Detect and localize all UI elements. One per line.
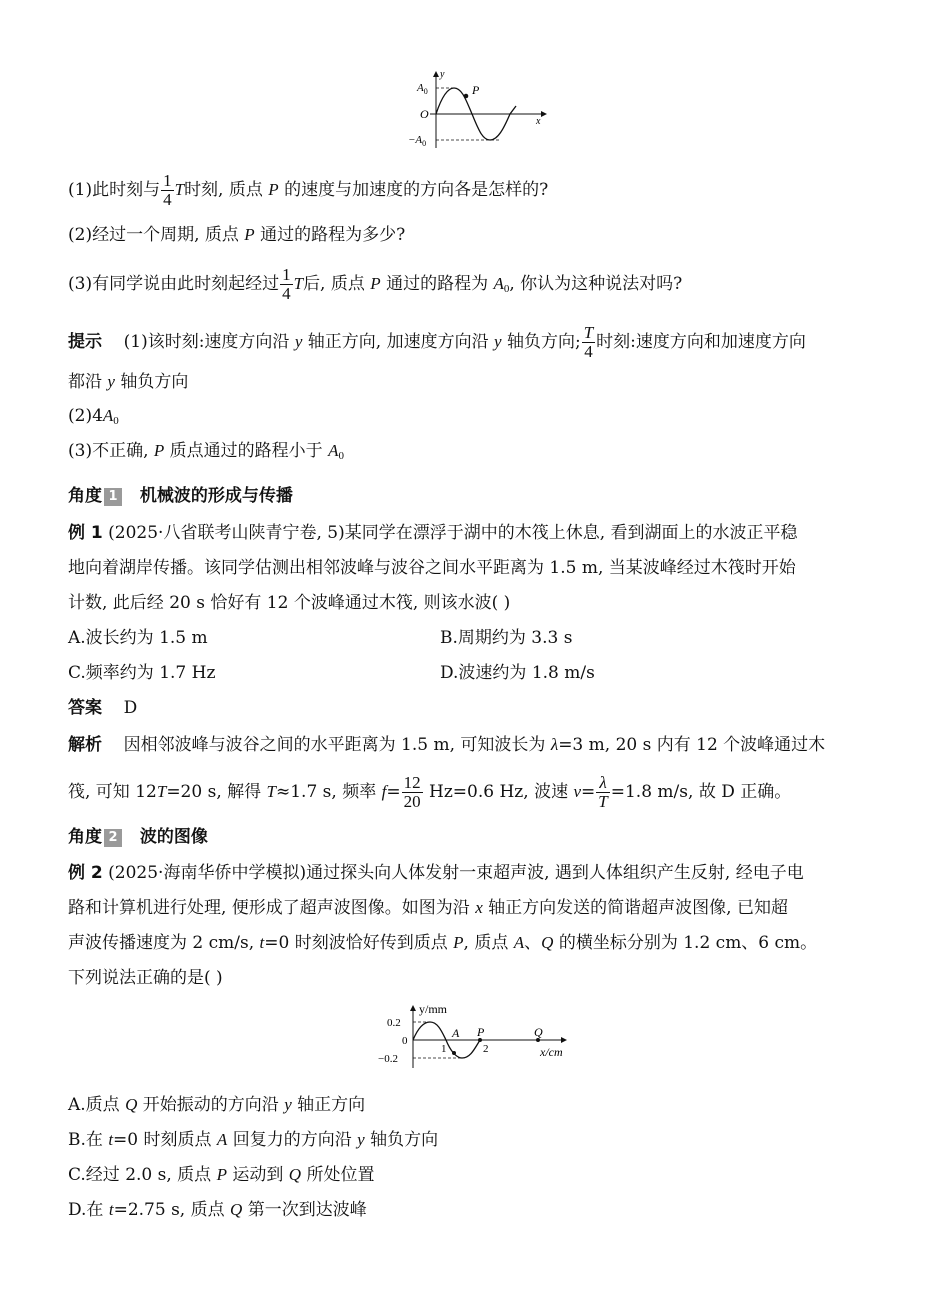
solution-line-1: 解析 因相邻波峰与波谷之间的水平距离为 1.5 m, 可知波长为 λ=3 m, 20 s 内有 12 个波峰通过木 xyxy=(68,735,826,755)
hint-line-1: 提示 (1)该时刻:速度方向沿 y 轴正方向, 加速度方向沿 y 轴负方向; $\frac{T}{4}$ 时刻:速度方向和加速度方向 xyxy=(68,323,806,361)
hint-line-3: $(2)4A_0$ xyxy=(68,406,119,427)
fig2-q-label: Q xyxy=(534,1025,543,1039)
ex2-option-a: A.质点 Q 开始振动的方向沿 y 轴正方向 xyxy=(68,1095,366,1115)
option-c: C.频率约为 1.7 Hz xyxy=(68,663,216,683)
wave-figure-1 xyxy=(400,66,550,156)
example-2-line-2: 路和计算机进行处理, 便形成了超声波图像。如图为沿 x 轴正方向发送的简谐超声波图像, 已知超 xyxy=(68,898,788,918)
fig1-origin-label: O xyxy=(420,107,429,121)
question-3: (3)有同学说由此时刻起经过 $\frac{1}{4}$ T后, 质点 P 通过的路程为 $A_0$, 你认为这种说法对吗? xyxy=(68,265,683,303)
ex2-option-d: D.在 t=2.75 s, 质点 Q 第一次到达波峰 xyxy=(68,1200,367,1220)
section-number-badge: 1 xyxy=(104,488,122,506)
example-1-line-1: 例 1 (2025·八省联考山陕青宁卷, 5)某同学在漂浮于湖中的木筏上休息, 看到湖面上的水波正平稳 xyxy=(68,523,798,543)
section-heading-1: 角度 1 机械波的形成与传播 xyxy=(68,486,293,506)
hint-line-4: (3)不正确, P 质点通过的路程小于 $A_0$ xyxy=(68,441,344,462)
answer-line xyxy=(68,697,890,719)
fig2-p-label: P xyxy=(477,1025,485,1039)
ex2-option-b: B.在 t=0 时刻质点 A 回复力的方向沿 y 轴负方向 xyxy=(68,1130,439,1150)
section-heading-2: 角度 2 波的图像 xyxy=(68,827,208,847)
example-1-label: 例 1 xyxy=(68,523,103,543)
answer-value: D xyxy=(123,698,138,718)
option-a: A.波长约为 1.5 m xyxy=(68,628,208,648)
fig2-tick-0.2: 0.2 xyxy=(387,1017,401,1029)
example-2-line-1: 例 2 (2025·海南华侨中学模拟)通过探头向人体发射一束超声波, 遇到人体组织产生反射, 经电子电 xyxy=(68,863,804,883)
wave-figure-2 xyxy=(376,1000,586,1074)
solution-line-2: 筏, 可知 12T=20 s, 解得 T≈1.7 s, 频率 f= $\frac{12}{20}$ Hz=0.6 Hz, 波速 v= $\frac{\lambda}{T}$ =1.8 m/s, 故 D 正确。 xyxy=(68,773,792,811)
option-b: B.周期约为 3.3 s xyxy=(440,628,573,648)
point-a xyxy=(452,1051,456,1055)
fig1-a0-label: $A_0$ xyxy=(417,82,428,96)
question-1: (1)此时刻与 $\frac{1}{4}$ T时刻, 质点 P 的速度与加速度的方向各是怎样的? xyxy=(68,171,549,209)
example-1-options-cd xyxy=(68,662,890,684)
fig1-neg-a0-label: $-A_0$ xyxy=(408,134,427,148)
question-2: (2)经过一个周期, 质点 P 通过的路程为多少? xyxy=(68,225,406,245)
point-p xyxy=(464,94,469,99)
fig1-x-label: x xyxy=(536,116,541,127)
option-d: D.波速约为 1.8 m/s xyxy=(440,663,595,683)
example-1-line-2: 地向着湖岸传播。该同学估测出相邻波峰与波谷之间水平距离为 1.5 m, 当某波峰经过木筏时开始 xyxy=(68,558,796,578)
ex2-option-c: C.经过 2.0 s, 质点 P 运动到 Q 所处位置 xyxy=(68,1165,375,1185)
fig1-y-label: y xyxy=(440,69,445,80)
fig2-y-label: y/mm xyxy=(419,1002,448,1016)
example-2-line-4: 下列说法正确的是( ) xyxy=(68,968,223,988)
fig2-tick-1: 1 xyxy=(441,1043,447,1055)
answer-label: 答案 xyxy=(68,698,102,718)
fig2-tick-2: 2 xyxy=(483,1043,489,1055)
hint-line-2: 都沿 y 轴负方向 xyxy=(68,372,189,392)
example-2-line-3: 声波传播速度为 2 cm/s, t=0 时刻波恰好传到质点 P, 质点 A、Q 的横坐标分别为 1.2 cm、6 cm。 xyxy=(68,933,818,953)
fig2-x-label: x/cm xyxy=(540,1045,563,1059)
fig2-a-label: A xyxy=(452,1026,460,1040)
fig2-tick-0: 0 xyxy=(402,1035,408,1047)
hint-label: 提示 xyxy=(68,332,102,352)
example-1-line-3: 计数, 此后经 20 s 恰好有 12 个波峰通过木筏, 则该水波( ) xyxy=(68,593,511,613)
fig1-p-label: P xyxy=(472,83,480,97)
solution-label: 解析 xyxy=(68,735,102,755)
section-number-badge: 2 xyxy=(104,829,122,847)
fig2-tick-neg-0.2: −0.2 xyxy=(378,1053,398,1065)
example-2-label: 例 2 xyxy=(68,863,103,883)
example-1-options-ab xyxy=(68,627,890,649)
